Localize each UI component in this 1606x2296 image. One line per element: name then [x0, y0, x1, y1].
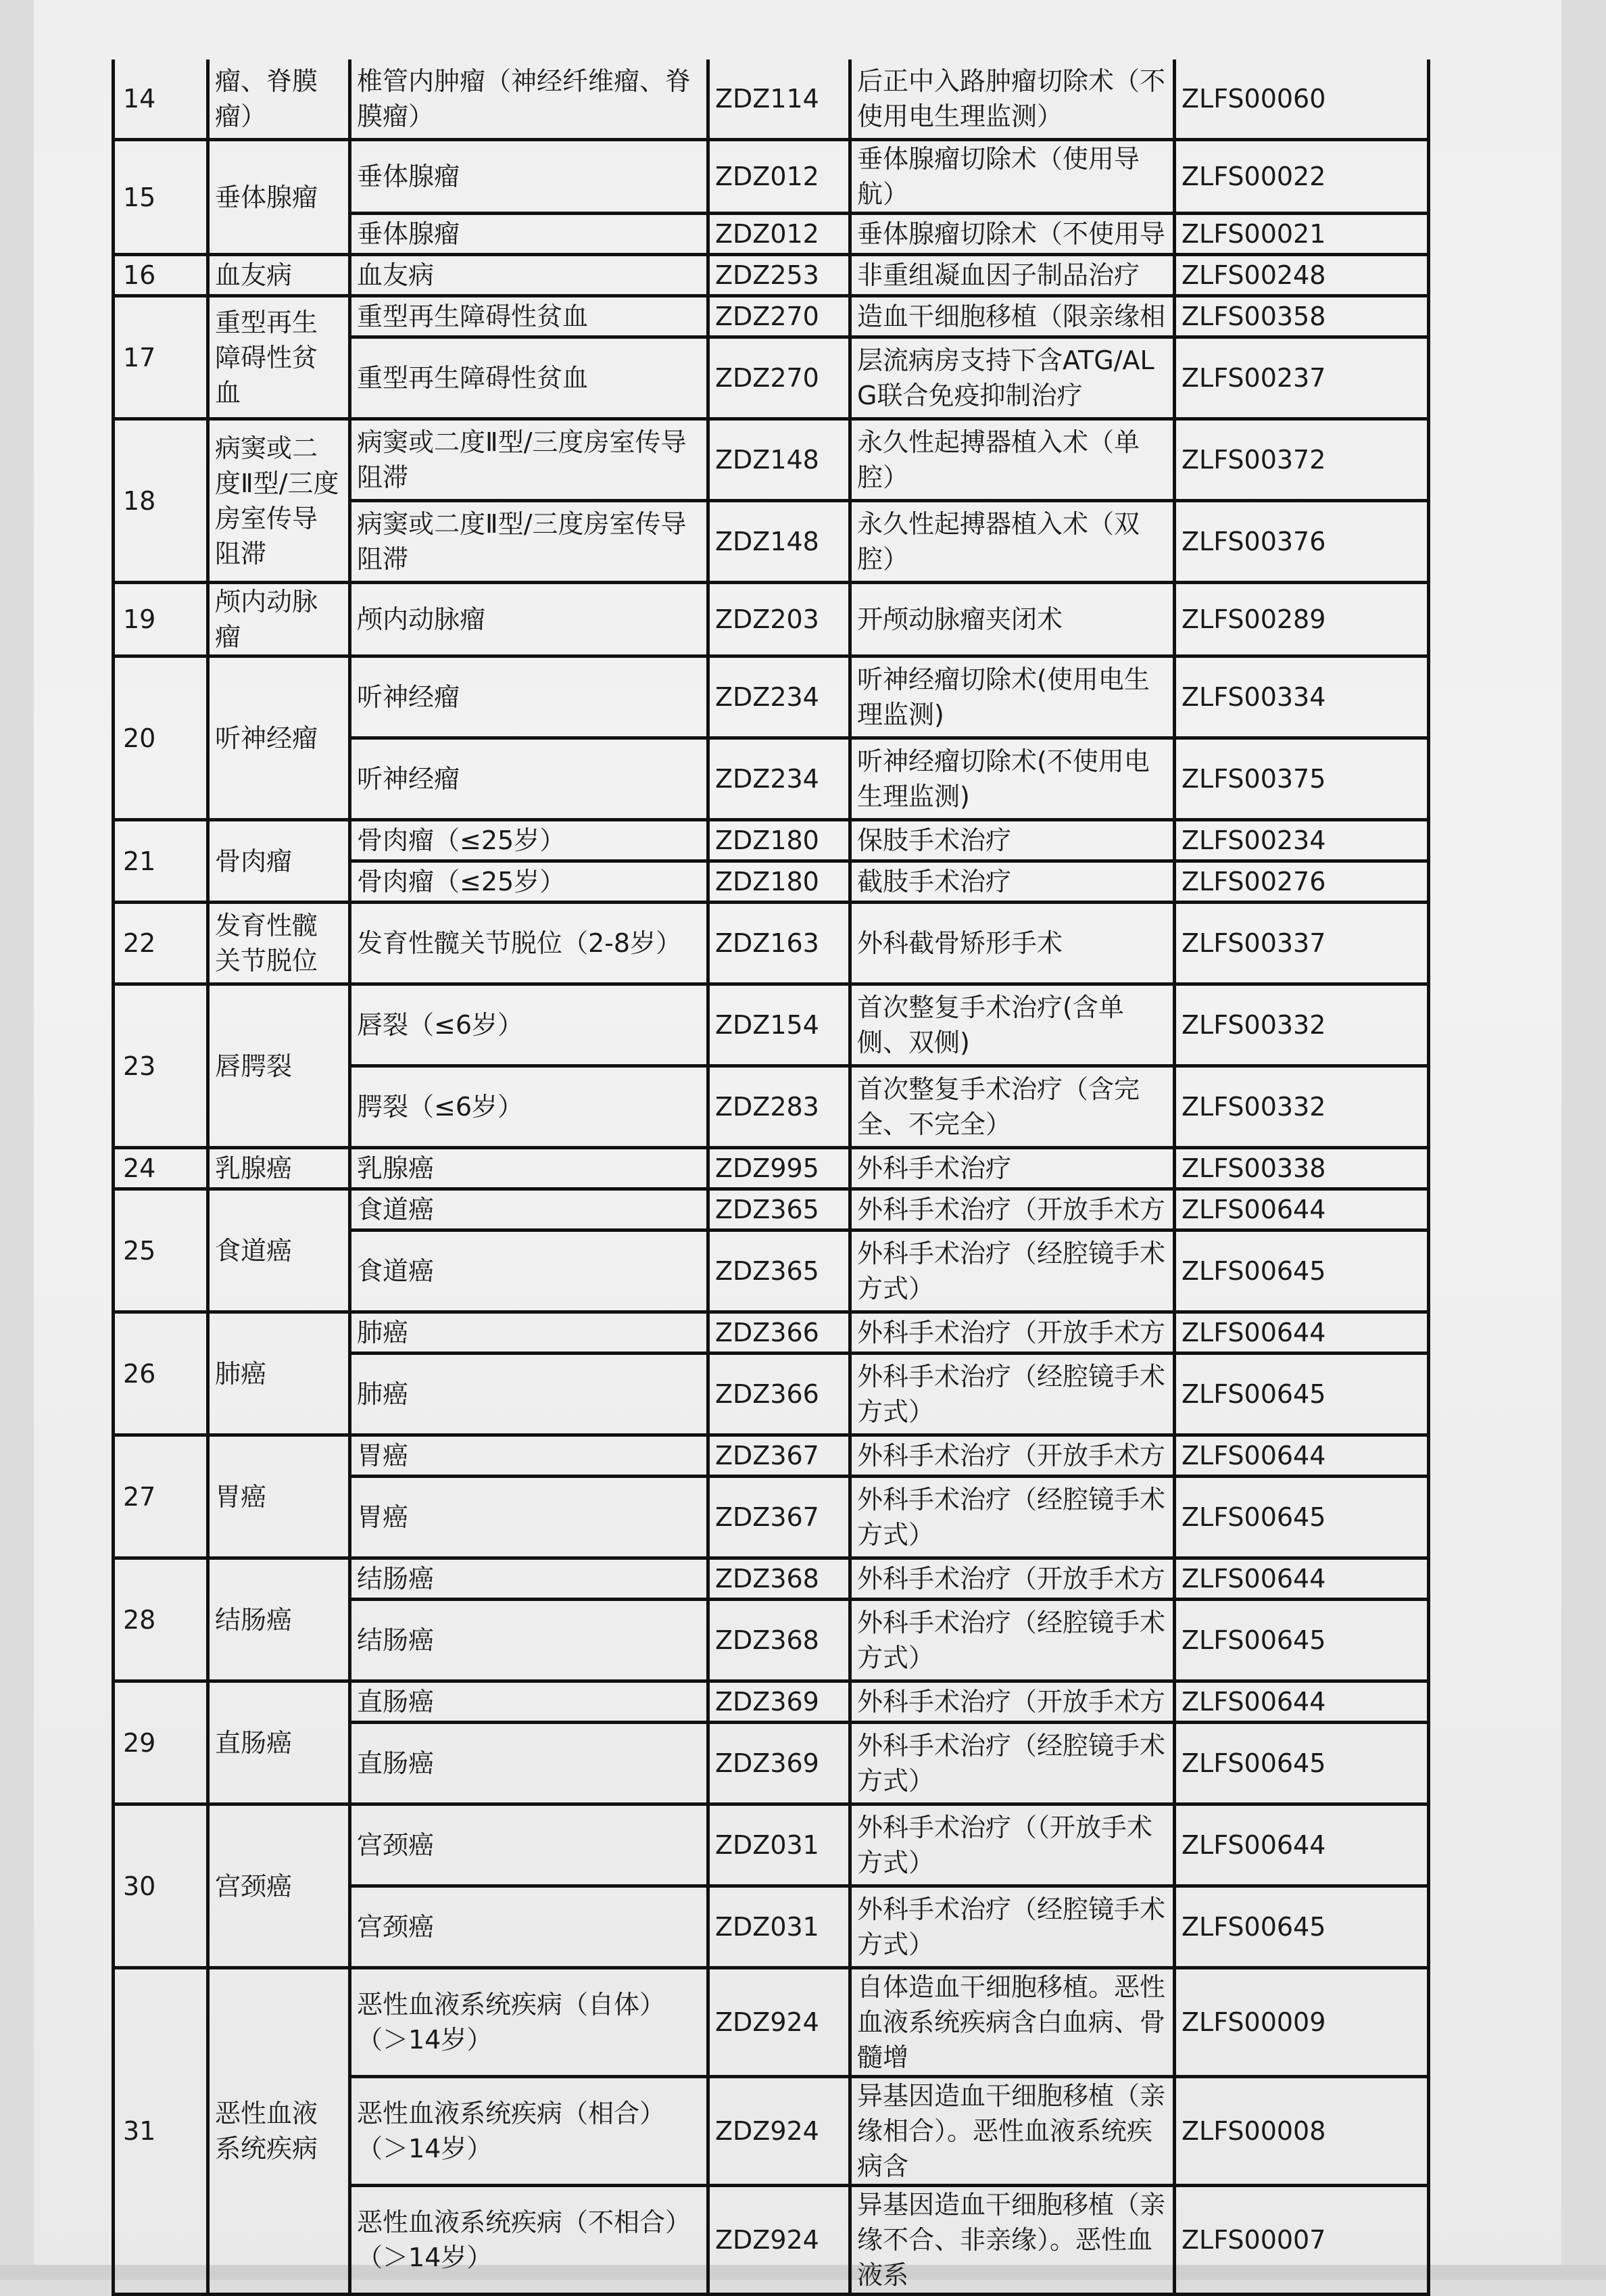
- diagnosis-code-cell: ZDZ203: [708, 583, 850, 656]
- sub-disease-cell: 宫颈癌: [350, 1804, 708, 1886]
- diagnosis-code-cell: ZDZ234: [708, 738, 850, 820]
- disease-name-cell: 肺癌: [208, 1312, 350, 1435]
- diagnosis-code-cell: ZDZ270: [708, 337, 850, 419]
- fee-code-cell: ZLFS00375: [1175, 738, 1429, 820]
- diagnosis-code-cell: ZDZ012: [708, 140, 850, 214]
- treatment-cell: 开颅动脉瘤夹闭术: [850, 583, 1175, 656]
- disease-name-cell: 胃癌: [208, 1435, 350, 1558]
- sub-disease-cell: 椎管内肿瘤（神经纤维瘤、脊膜瘤）: [350, 59, 708, 140]
- table-row: [114, 1804, 1429, 1886]
- diagnosis-code-cell: ZDZ367: [708, 1435, 850, 1477]
- table-row: [114, 419, 1429, 501]
- diagnosis-code-cell: ZDZ365: [708, 1230, 850, 1312]
- table-row: [114, 1312, 1429, 1354]
- diagnosis-code-cell: ZDZ148: [708, 501, 850, 583]
- treatment-cell: 外科手术治疗（经腔镜手术方式）: [850, 1723, 1175, 1804]
- disease-name-cell: 重型再生障碍性贫血: [208, 296, 350, 419]
- treatment-cell: 外科手术治疗（开放手术方: [850, 1558, 1175, 1600]
- fee-code-cell: ZLFS00289: [1175, 583, 1429, 656]
- treatment-cell: 外科手术治疗（经腔镜手术方式）: [850, 1230, 1175, 1312]
- sub-disease-cell: 血友病: [350, 255, 708, 296]
- disease-name-cell: 恶性血液系统疾病: [208, 1968, 350, 2295]
- row-number-cell: 20: [114, 656, 208, 820]
- table-row: [114, 255, 1429, 296]
- sub-disease-cell: 腭裂（≤6岁）: [350, 1066, 708, 1148]
- sub-disease-cell: 听神经瘤: [350, 656, 708, 738]
- fee-code-cell: ZLFS00644: [1175, 1189, 1429, 1230]
- treatment-cell: 造血干细胞移植（限亲缘相: [850, 296, 1175, 337]
- diagnosis-code-cell: ZDZ369: [708, 1723, 850, 1804]
- sub-disease-cell: 听神经瘤: [350, 738, 708, 820]
- table-row: [114, 903, 1429, 984]
- table-row: [114, 1189, 1429, 1230]
- disease-name-cell: 食道癌: [208, 1189, 350, 1312]
- sub-disease-cell: 乳腺癌: [350, 1148, 708, 1189]
- disease-name-cell: 瘤、脊膜瘤）: [208, 59, 350, 140]
- treatment-cell: 永久性起搏器植入术（双腔）: [850, 501, 1175, 583]
- disease-name-cell: 乳腺癌: [208, 1148, 350, 1189]
- treatment-cell: 外科手术治疗（经腔镜手术方式）: [850, 1477, 1175, 1558]
- fee-code-cell: ZLFS00644: [1175, 1435, 1429, 1477]
- diagnosis-code-cell: ZDZ367: [708, 1477, 850, 1558]
- fee-code-cell: ZLFS00644: [1175, 1312, 1429, 1354]
- table-row: [114, 1558, 1429, 1600]
- diagnosis-code-cell: ZDZ234: [708, 656, 850, 738]
- diagnosis-code-cell: ZDZ924: [708, 1968, 850, 2077]
- fee-code-cell: ZLFS00276: [1175, 861, 1429, 903]
- diagnosis-code-cell: ZDZ180: [708, 820, 850, 861]
- fee-code-cell: ZLFS00008: [1175, 2077, 1429, 2186]
- fee-code-cell: ZLFS00237: [1175, 337, 1429, 419]
- diagnosis-code-cell: ZDZ365: [708, 1189, 850, 1230]
- treatment-cell: 听神经瘤切除术(使用电生理监测): [850, 656, 1175, 738]
- sub-disease-cell: 垂体腺瘤: [350, 140, 708, 214]
- sub-disease-cell: 重型再生障碍性贫血: [350, 337, 708, 419]
- diagnosis-code-cell: ZDZ368: [708, 1558, 850, 1600]
- fee-code-cell: ZLFS00358: [1175, 296, 1429, 337]
- fee-code-cell: ZLFS00332: [1175, 1066, 1429, 1148]
- table-row: [114, 59, 1429, 140]
- table-body: [114, 59, 1429, 2295]
- diagnosis-code-cell: ZDZ180: [708, 861, 850, 903]
- diagnosis-code-cell: ZDZ995: [708, 1148, 850, 1189]
- diagnosis-code-cell: ZDZ283: [708, 1066, 850, 1148]
- sub-disease-cell: 病窦或二度Ⅱ型/三度房室传导阻滞: [350, 501, 708, 583]
- sub-disease-cell: 骨肉瘤（≤25岁）: [350, 820, 708, 861]
- row-number-cell: 29: [114, 1681, 208, 1804]
- fee-code-cell: ZLFS00337: [1175, 903, 1429, 984]
- row-number-cell: 27: [114, 1435, 208, 1558]
- fee-code-cell: ZLFS00644: [1175, 1681, 1429, 1723]
- treatment-cell: 垂体腺瘤切除术（不使用导: [850, 214, 1175, 255]
- treatment-cell: 保肢手术治疗: [850, 820, 1175, 861]
- disease-name-cell: 血友病: [208, 255, 350, 296]
- sub-disease-cell: 骨肉瘤（≤25岁）: [350, 861, 708, 903]
- treatment-cell: 外科手术治疗（开放手术方: [850, 1189, 1175, 1230]
- treatment-cell: 外科手术治疗: [850, 1148, 1175, 1189]
- table-row: [114, 296, 1429, 337]
- treatment-cell: 外科手术治疗（开放手术方: [850, 1681, 1175, 1723]
- row-number-cell: 19: [114, 583, 208, 656]
- treatment-cell: 首次整复手术治疗（含完全、不完全）: [850, 1066, 1175, 1148]
- fee-code-cell: ZLFS00645: [1175, 1886, 1429, 1968]
- treatment-cell: 截肢手术治疗: [850, 861, 1175, 903]
- disease-name-cell: 垂体腺瘤: [208, 140, 350, 255]
- fee-code-cell: ZLFS00645: [1175, 1477, 1429, 1558]
- disease-name-cell: 病窦或二度Ⅱ型/三度房室传导阻滞: [208, 419, 350, 583]
- disease-name-cell: 听神经瘤: [208, 656, 350, 820]
- sub-disease-cell: 垂体腺瘤: [350, 214, 708, 255]
- fee-code-cell: ZLFS00009: [1175, 1968, 1429, 2077]
- row-number-cell: 30: [114, 1804, 208, 1968]
- fee-code-cell: ZLFS00376: [1175, 501, 1429, 583]
- fee-code-cell: ZLFS00007: [1175, 2186, 1429, 2295]
- table-row: [114, 583, 1429, 656]
- disease-name-cell: 结肠癌: [208, 1558, 350, 1681]
- fee-code-cell: ZLFS00645: [1175, 1723, 1429, 1804]
- treatment-cell: 外科手术治疗（开放手术方: [850, 1435, 1175, 1477]
- row-number-cell: 31: [114, 1968, 208, 2295]
- treatment-cell: 非重组凝血因子制品治疗: [850, 255, 1175, 296]
- row-number-cell: 15: [114, 140, 208, 255]
- fee-code-cell: ZLFS00060: [1175, 59, 1429, 140]
- sub-disease-cell: 直肠癌: [350, 1681, 708, 1723]
- diagnosis-code-cell: ZDZ012: [708, 214, 850, 255]
- diagnosis-code-cell: ZDZ031: [708, 1886, 850, 1968]
- fee-code-cell: ZLFS00645: [1175, 1230, 1429, 1312]
- diagnosis-code-cell: ZDZ368: [708, 1600, 850, 1681]
- disease-name-cell: 发育性髋关节脱位: [208, 903, 350, 984]
- treatment-cell: 层流病房支持下含ATG/ALG联合免疫抑制治疗: [850, 337, 1175, 419]
- disease-table: [112, 59, 1430, 2296]
- treatment-cell: 外科手术治疗（（开放手术方式）: [850, 1804, 1175, 1886]
- disease-name-cell: 直肠癌: [208, 1681, 350, 1804]
- row-number-cell: 14: [114, 59, 208, 140]
- treatment-cell: 外科手术治疗（经腔镜手术方式）: [850, 1886, 1175, 1968]
- table-row: [114, 140, 1429, 214]
- treatment-cell: 听神经瘤切除术(不使用电生理监测): [850, 738, 1175, 820]
- sub-disease-cell: 恶性血液系统疾病（自体）（＞14岁）: [350, 1968, 708, 2077]
- diagnosis-code-cell: ZDZ253: [708, 255, 850, 296]
- row-number-cell: 17: [114, 296, 208, 419]
- sub-disease-cell: 胃癌: [350, 1477, 708, 1558]
- row-number-cell: 24: [114, 1148, 208, 1189]
- diagnosis-code-cell: ZDZ366: [708, 1354, 850, 1435]
- table-row: [114, 984, 1429, 1066]
- table-row: [114, 1435, 1429, 1477]
- row-number-cell: 22: [114, 903, 208, 984]
- diagnosis-code-cell: ZDZ114: [708, 59, 850, 140]
- table-row: [114, 1968, 1429, 2077]
- row-number-cell: 26: [114, 1312, 208, 1435]
- sub-disease-cell: 结肠癌: [350, 1558, 708, 1600]
- diagnosis-code-cell: ZDZ163: [708, 903, 850, 984]
- treatment-cell: 异基因造血干细胞移植（亲缘相合）。恶性血液系统疾病含: [850, 2077, 1175, 2186]
- sub-disease-cell: 肺癌: [350, 1354, 708, 1435]
- table-row: [114, 1148, 1429, 1189]
- treatment-cell: 外科手术治疗（经腔镜手术方式）: [850, 1600, 1175, 1681]
- row-number-cell: 28: [114, 1558, 208, 1681]
- disease-name-cell: 唇腭裂: [208, 984, 350, 1148]
- row-number-cell: 16: [114, 255, 208, 296]
- treatment-cell: 外科手术治疗（开放手术方: [850, 1312, 1175, 1354]
- sub-disease-cell: 病窦或二度Ⅱ型/三度房室传导阻滞: [350, 419, 708, 501]
- fee-code-cell: ZLFS00372: [1175, 419, 1429, 501]
- table-row: [114, 656, 1429, 738]
- table-row: [114, 820, 1429, 861]
- sub-disease-cell: 食道癌: [350, 1230, 708, 1312]
- fee-code-cell: ZLFS00645: [1175, 1600, 1429, 1681]
- fee-code-cell: ZLFS00234: [1175, 820, 1429, 861]
- row-number-cell: 25: [114, 1189, 208, 1312]
- sub-disease-cell: 肺癌: [350, 1312, 708, 1354]
- sub-disease-cell: 食道癌: [350, 1189, 708, 1230]
- treatment-cell: 异基因造血干细胞移植（亲缘不合、非亲缘）。恶性血液系: [850, 2186, 1175, 2295]
- treatment-cell: 自体造血干细胞移植。恶性血液系统疾病含白血病、骨髓增: [850, 1968, 1175, 2077]
- sub-disease-cell: 恶性血液系统疾病（不相合）（＞14岁）: [350, 2186, 708, 2295]
- diagnosis-code-cell: ZDZ031: [708, 1804, 850, 1886]
- fee-code-cell: ZLFS00022: [1175, 140, 1429, 214]
- treatment-cell: 后正中入路肿瘤切除术（不使用电生理监测）: [850, 59, 1175, 140]
- fee-code-cell: ZLFS00334: [1175, 656, 1429, 738]
- fee-code-cell: ZLFS00338: [1175, 1148, 1429, 1189]
- row-number-cell: 18: [114, 419, 208, 583]
- diagnosis-code-cell: ZDZ270: [708, 296, 850, 337]
- diagnosis-code-cell: ZDZ154: [708, 984, 850, 1066]
- sub-disease-cell: 恶性血液系统疾病（相合）（＞14岁）: [350, 2077, 708, 2186]
- sub-disease-cell: 重型再生障碍性贫血: [350, 296, 708, 337]
- diagnosis-code-cell: ZDZ366: [708, 1312, 850, 1354]
- fee-code-cell: ZLFS00332: [1175, 984, 1429, 1066]
- sub-disease-cell: 胃癌: [350, 1435, 708, 1477]
- fee-code-cell: ZLFS00644: [1175, 1558, 1429, 1600]
- row-number-cell: 21: [114, 820, 208, 903]
- treatment-cell: 外科截骨矫形手术: [850, 903, 1175, 984]
- fee-code-cell: ZLFS00644: [1175, 1804, 1429, 1886]
- sub-disease-cell: 唇裂（≤6岁）: [350, 984, 708, 1066]
- row-number-cell: 23: [114, 984, 208, 1148]
- treatment-cell: 永久性起搏器植入术（单腔）: [850, 419, 1175, 501]
- sub-disease-cell: 直肠癌: [350, 1723, 708, 1804]
- fee-code-cell: ZLFS00645: [1175, 1354, 1429, 1435]
- disease-table-container: [112, 59, 1427, 2296]
- fee-code-cell: ZLFS00248: [1175, 255, 1429, 296]
- sub-disease-cell: 颅内动脉瘤: [350, 583, 708, 656]
- fee-code-cell: ZLFS00021: [1175, 214, 1429, 255]
- sub-disease-cell: 结肠癌: [350, 1600, 708, 1681]
- disease-name-cell: 骨肉瘤: [208, 820, 350, 903]
- sub-disease-cell: 发育性髋关节脱位（2-8岁）: [350, 903, 708, 984]
- treatment-cell: 外科手术治疗（经腔镜手术方式）: [850, 1354, 1175, 1435]
- treatment-cell: 首次整复手术治疗(含单侧、双侧): [850, 984, 1175, 1066]
- diagnosis-code-cell: ZDZ148: [708, 419, 850, 501]
- disease-name-cell: 宫颈癌: [208, 1804, 350, 1968]
- diagnosis-code-cell: ZDZ924: [708, 2186, 850, 2295]
- diagnosis-code-cell: ZDZ924: [708, 2077, 850, 2186]
- disease-name-cell: 颅内动脉瘤: [208, 583, 350, 656]
- table-row: [114, 1681, 1429, 1723]
- diagnosis-code-cell: ZDZ369: [708, 1681, 850, 1723]
- sub-disease-cell: 宫颈癌: [350, 1886, 708, 1968]
- treatment-cell: 垂体腺瘤切除术（使用导航）: [850, 140, 1175, 214]
